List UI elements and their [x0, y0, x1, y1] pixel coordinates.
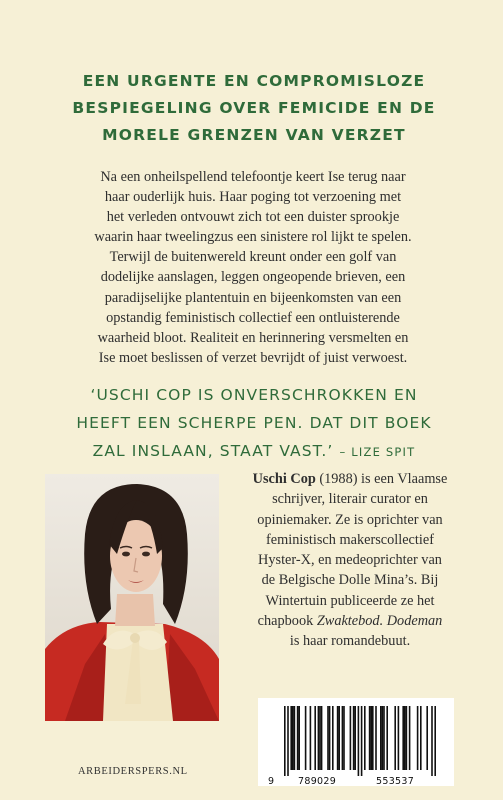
- barcode-bar: [358, 706, 360, 776]
- barcode-icon: [258, 698, 454, 778]
- barcode-bar: [297, 706, 299, 770]
- blurb-line: paradijselijke plantentuin en bijeenkomsten van een: [104, 289, 402, 306]
- isbn-barcode: [258, 698, 454, 786]
- blurb-line: Na een onheilspellend telefoontje keert Ise terug naar: [100, 169, 406, 185]
- publisher-url: ARBEIDERSPERS.NL: [78, 766, 188, 777]
- barcode-bar: [426, 706, 428, 770]
- barcode-bar: [375, 706, 377, 770]
- barcode-bar: [290, 706, 292, 770]
- barcode-bar: [383, 706, 385, 770]
- blurb-line: Ise moet beslissen of verzet bevrijdt of juist verwoest.: [98, 349, 408, 366]
- barcode-group-2: 553537: [376, 776, 415, 787]
- barcode-bar: [380, 706, 382, 770]
- barcode-bar: [327, 706, 329, 770]
- headline-line: MORELE GRENZEN VAN VERZET: [102, 126, 406, 144]
- barcode-bar: [369, 706, 371, 770]
- barcode-bar: [319, 706, 321, 770]
- barcode-bar: [294, 706, 296, 770]
- barcode-bar: [314, 706, 316, 770]
- barcode-bar: [305, 706, 307, 770]
- author-portrait-icon: [45, 474, 219, 721]
- blurb-line: waarin haar tweelingzus een sinistere rol lijkt te spelen.: [94, 229, 412, 246]
- barcode-bar: [406, 706, 408, 770]
- chapbook-prefix: chapbook: [257, 613, 317, 630]
- bio-line: opiniemaker. Ze is oprichter van: [257, 511, 443, 528]
- bio-line: Wintertuin publiceerde ze het: [265, 592, 435, 609]
- headline: [48, 68, 460, 149]
- blurb-line: haar ouderlijk huis. Haar poging tot verzoening met: [104, 189, 402, 206]
- blurb-line: Terwijl de buitenwereld kreunt onder een golf van: [109, 249, 397, 266]
- barcode-bar: [287, 706, 289, 776]
- quote-line: ‘USCHI COP IS ONVERSCHROKKEN EN: [90, 386, 418, 404]
- barcode-bar: [350, 706, 352, 770]
- barcode-bar: [332, 706, 334, 770]
- barcode-bar: [338, 706, 340, 770]
- review-quote: [60, 381, 448, 466]
- barcode-bar: [386, 706, 388, 770]
- barcode-bar: [354, 706, 356, 770]
- barcode-bar: [321, 706, 323, 770]
- barcode-bar: [343, 706, 345, 770]
- barcode-bar: [292, 706, 294, 770]
- barcode-bar: [404, 706, 406, 770]
- bio-line: feministisch makerscollectief: [266, 531, 434, 548]
- barcode-bar: [318, 706, 320, 770]
- bio-line: schrijver, literair curator en: [272, 491, 428, 508]
- barcode-bar: [417, 706, 419, 770]
- barcode-bar: [382, 706, 384, 770]
- headline-line: BESPIEGELING OVER FEMICIDE EN DE: [72, 99, 436, 117]
- blurb-line: het verleden ontvouwt zich tot een duister sprookje: [106, 209, 400, 226]
- barcode-bar: [353, 706, 355, 770]
- barcode-bar: [420, 706, 422, 770]
- barcode-group-1: 789029: [298, 776, 337, 787]
- barcode-bar: [329, 706, 331, 770]
- barcode-bar: [361, 706, 363, 776]
- bio-line-rest: (1988) is een Vlaamse: [315, 471, 448, 487]
- barcode-bar: [431, 706, 433, 776]
- blurb-line: dodelijke aanslagen, leggen ongeopende brieven, een: [100, 269, 406, 286]
- barcode-bar: [310, 706, 312, 770]
- barcode-bar: [298, 706, 300, 770]
- barcode-bar: [337, 706, 339, 770]
- barcode-bar: [434, 706, 436, 776]
- headline-line: EEN URGENTE EN COMPROMISLOZE: [82, 72, 426, 90]
- author-name: Uschi Cop: [252, 471, 316, 487]
- barcode-lead-digit: 9: [268, 776, 275, 787]
- barcode-bar: [342, 706, 344, 770]
- quote-line: HEEFT EEN SCHERPE PEN. DAT DIT BOEK: [76, 414, 432, 432]
- blurb: [72, 167, 434, 368]
- barcode-bar: [372, 706, 374, 770]
- quote-last-text: ZAL INSLAAN, STAAT VAST.’: [92, 442, 334, 460]
- chapbook-title: Zwaktebod. Dodeman: [316, 613, 443, 630]
- barcode-bar: [364, 706, 366, 770]
- bio-line: [229, 469, 471, 489]
- quote-line-last: [60, 437, 448, 466]
- barcode-bar: [284, 706, 286, 776]
- barcode-bar: [402, 706, 404, 770]
- quote-attribution: – LIZE SPIT: [339, 445, 416, 459]
- bio-line: is haar romandebuut.: [289, 633, 411, 650]
- blurb-line: waarheid bloot. Realiteit en herinnering versmelten en: [97, 329, 409, 346]
- barcode-bar: [409, 706, 411, 770]
- barcode-bar: [398, 706, 400, 770]
- blurb-line: opstandig feministisch collectief een ontluisterende: [106, 309, 400, 326]
- bio-line: de Belgische Dolle Mina’s. Bij: [261, 572, 439, 589]
- bio-line: Hyster-X, en medeoprichter van: [258, 552, 442, 569]
- author-photo: [45, 474, 219, 721]
- barcode-bar: [394, 706, 396, 770]
- bio-line: [229, 611, 471, 631]
- barcode-bar: [370, 706, 372, 770]
- author-bio: [229, 469, 471, 652]
